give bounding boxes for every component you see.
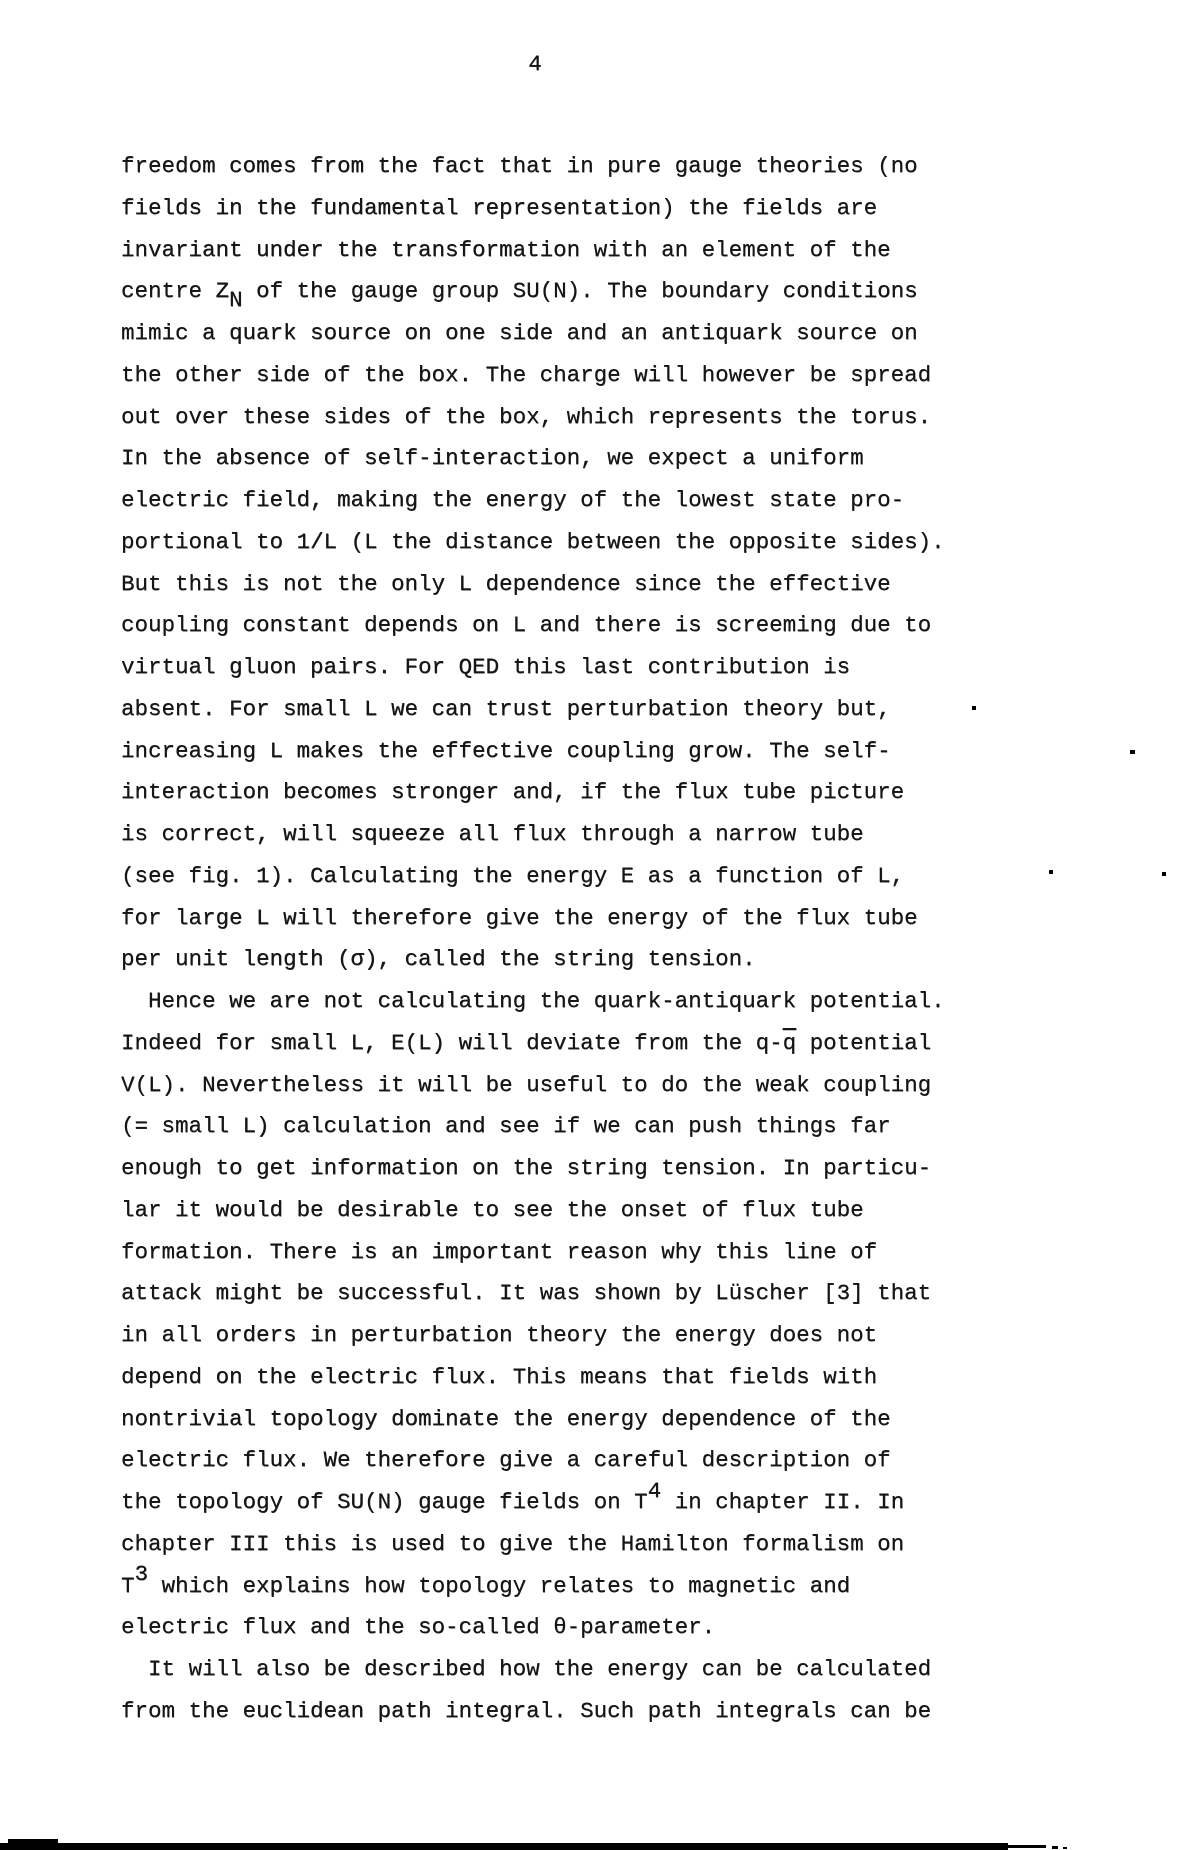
scan-artifact-speck	[1130, 750, 1135, 754]
text-segment: in all orders in perturbation theory the energy does not	[121, 1322, 878, 1348]
text-segment: T	[121, 1572, 135, 1599]
scan-artifact-bottom-bar	[1063, 1847, 1067, 1849]
scan-artifact-bottom-bar	[1008, 1845, 1046, 1848]
text-segment: coupling constant depends on L and there is screeming due to	[121, 612, 932, 639]
text-line	[121, 1399, 945, 1441]
scan-artifact-speck	[972, 706, 976, 710]
text-segment: V(L). Nevertheless it will be useful to do the weak coupling	[121, 1071, 932, 1098]
text-line	[121, 1148, 945, 1190]
text-segment: is correct, will squeeze all flux through a narrow tube	[121, 821, 864, 847]
text-line	[121, 480, 945, 522]
text-line	[121, 1440, 945, 1482]
text-segment: mimic a quark source on one side and an antiquark source on	[121, 320, 918, 346]
text-line	[121, 1561, 945, 1608]
text-segment: which explains how topology relates to magnetic and	[148, 1572, 851, 1599]
text-segment: lar it would be desirable to see the onset of flux tube	[121, 1196, 864, 1223]
text-segment: But this is not the only L dependence since the effective	[121, 570, 891, 597]
page-body	[121, 146, 945, 1733]
text-segment: interaction becomes stronger and, if the flux tube picture	[121, 779, 905, 806]
text-line	[121, 1273, 945, 1315]
text-segment: nontrivial topology dominate the energy dependence of the	[121, 1405, 891, 1432]
text-segment: the topology of SU(N) gauge fields on T	[121, 1489, 648, 1515]
text-line	[121, 1607, 945, 1649]
text-segment: out over these sides of the box, which represents the torus.	[121, 403, 932, 430]
text-segment: fields in the fundamental representation) the fields are	[121, 194, 878, 221]
text-segment: virtual gluon pairs. For QED this last contribution is	[121, 654, 851, 680]
text-line	[121, 1477, 945, 1524]
text-line	[121, 1232, 945, 1274]
text-segment: electric flux and the so-called θ-parameter.	[121, 1614, 716, 1641]
text-segment: It will also be described how the energy can be calculated	[121, 1656, 932, 1682]
text-line	[121, 313, 945, 355]
text-segment: chapter III this is used to give the Hamilton formalism on	[121, 1530, 905, 1557]
text-segment: centre Z	[121, 278, 230, 305]
text-line	[121, 355, 945, 397]
scan-artifact-bottom-bar	[1052, 1846, 1058, 1849]
text-line	[121, 647, 945, 689]
text-line	[121, 271, 945, 313]
text-line	[121, 689, 945, 731]
text-line	[121, 856, 945, 898]
text-line	[121, 564, 945, 606]
text-segment: electric flux. We therefore give a careful description of	[121, 1447, 891, 1474]
text-segment: electric field, making the energy of the lowest state pro-	[121, 487, 905, 513]
text-segment: 3	[134, 1561, 149, 1588]
text-segment: (= small L) calculation and see if we can push things far	[121, 1113, 891, 1140]
text-segment: Hence we are not calculating the quark-antiquark potential.	[121, 988, 945, 1014]
text-segment: absent. For small L we can trust perturbation theory but,	[121, 695, 891, 722]
text-line	[121, 1649, 945, 1691]
text-segment: attack might be successful. It was shown by Lüscher [3] that	[121, 1280, 932, 1307]
text-segment: In the absence of self-interaction, we expect a uniform	[121, 445, 864, 472]
text-line	[121, 1065, 945, 1107]
text-segment: N	[229, 286, 243, 313]
text-segment: increasing L makes the effective coupling grow. The self-	[121, 737, 891, 764]
text-segment: freedom comes from the fact that in pure gauge theories (no	[121, 153, 918, 179]
text-line	[121, 939, 945, 981]
text-line	[121, 522, 945, 564]
text-line	[121, 1357, 945, 1399]
text-line	[121, 188, 945, 230]
text-line	[121, 230, 945, 272]
text-line	[121, 397, 945, 439]
text-segment: in chapter II. In	[661, 1489, 905, 1515]
text-segment: from the euclidean path integral. Such path integrals can be	[121, 1697, 932, 1724]
text-line	[121, 1315, 945, 1357]
text-segment: invariant under the transformation with an element of the	[121, 236, 891, 263]
text-segment: for large L will therefore give the energy of the flux tube	[121, 904, 918, 931]
scan-artifact-speck	[1049, 870, 1053, 874]
text-line	[121, 146, 945, 188]
text-segment: Indeed for small L, E(L) will deviate from the q-	[121, 1029, 783, 1056]
text-segment: depend on the electric flux. This means that fields with	[121, 1363, 878, 1390]
text-line	[121, 1691, 945, 1733]
text-line	[121, 814, 945, 856]
text-line	[121, 605, 945, 647]
scan-artifact-speck	[1162, 872, 1166, 876]
text-segment: $\overline{q}$	[782, 1029, 797, 1056]
text-line	[121, 438, 945, 480]
text-line	[121, 1524, 945, 1566]
text-segment: per unit length (σ), called the string tension.	[121, 946, 756, 973]
scan-artifact-bottom-bar	[8, 1839, 58, 1844]
text-segment: (see fig. 1). Calculating the energy E as a function of L,	[121, 862, 905, 889]
text-segment: of the gauge group SU(N). The boundary conditions	[242, 278, 918, 305]
text-segment: 4	[647, 1477, 662, 1504]
text-line	[121, 772, 945, 814]
text-line	[121, 731, 945, 773]
text-line	[121, 981, 945, 1023]
text-line	[121, 1023, 945, 1065]
text-segment: the other side of the box. The charge will however be spread	[121, 361, 932, 388]
page-number: 4	[528, 51, 542, 77]
text-line	[121, 898, 945, 940]
text-segment: portional to 1/L (L the distance between the opposite sides).	[121, 528, 945, 555]
scan-artifact-bottom-bar	[0, 1843, 1008, 1850]
text-line	[121, 1106, 945, 1148]
text-segment: formation. There is an important reason why this line of	[121, 1238, 878, 1265]
text-segment: potential	[796, 1029, 932, 1056]
text-segment: enough to get information on the string tension. In particu-	[121, 1155, 932, 1181]
text-line	[121, 1190, 945, 1232]
